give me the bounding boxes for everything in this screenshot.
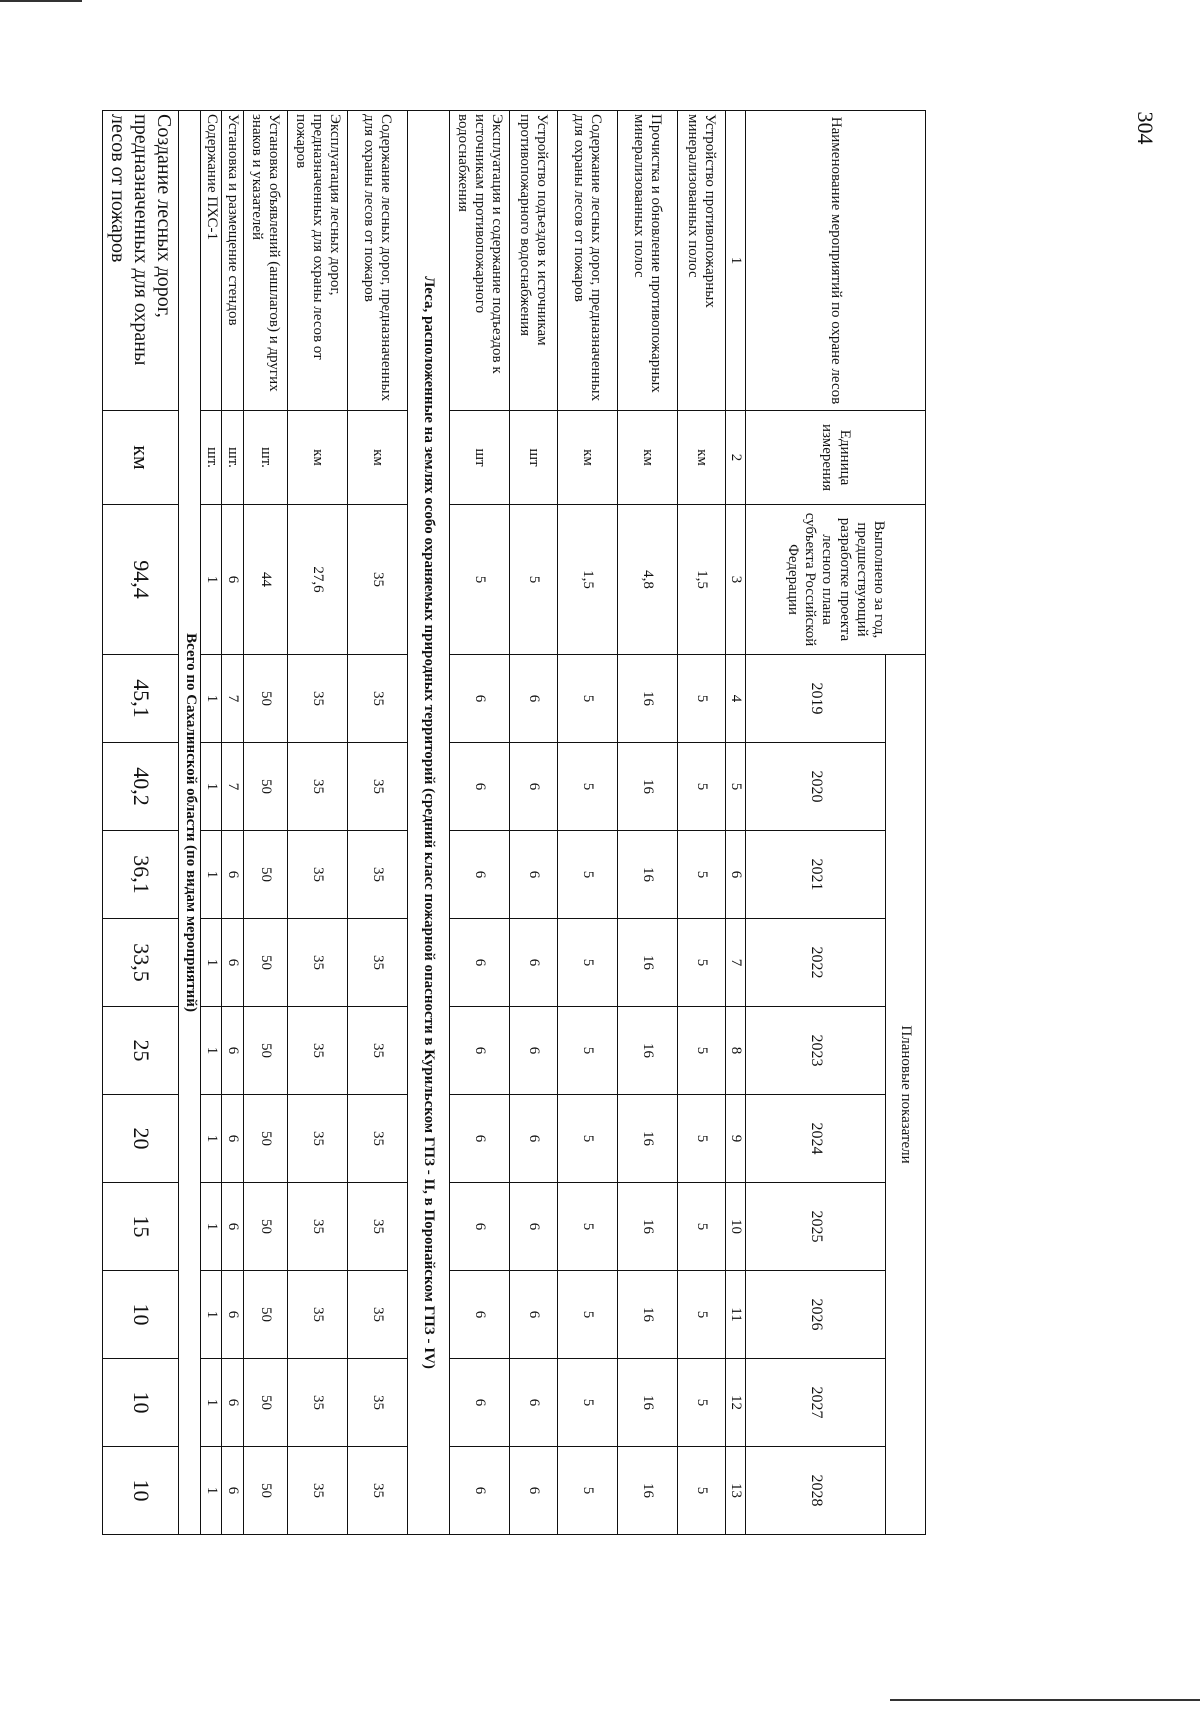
plan-value-cell: 50: [243, 831, 287, 919]
plan-value-cell: 6: [509, 1007, 557, 1095]
column-number: 1: [725, 111, 745, 411]
scan-edge-line: [0, 0, 82, 2]
plan-value-cell: 35: [347, 1447, 407, 1535]
plan-value-cell: 16: [617, 1359, 677, 1447]
column-number: 13: [725, 1447, 745, 1535]
plan-value-cell: 20: [103, 1095, 179, 1183]
activity-name: Эксплуатация и содержание подъездов к источникам противопожарного водоснабжения: [449, 111, 509, 411]
plan-value-cell: 50: [243, 919, 287, 1007]
plan-value-cell: 45,1: [103, 655, 179, 743]
plan-value-cell: 5: [677, 919, 725, 1007]
plan-value-cell: 6: [449, 831, 509, 919]
plan-value-cell: 5: [557, 1183, 617, 1271]
unit-cell: шт.: [243, 411, 287, 505]
plan-value-cell: 16: [617, 919, 677, 1007]
page-number: 304: [1133, 111, 1158, 145]
plan-value-cell: 6: [449, 655, 509, 743]
header-year: 2026: [746, 1271, 886, 1359]
header-year: 2024: [746, 1095, 886, 1183]
plan-value-cell: 1: [201, 1183, 221, 1271]
plan-value-cell: 5: [677, 1095, 725, 1183]
table-row: [243, 111, 287, 1535]
plan-value-cell: 6: [449, 919, 509, 1007]
plan-value-cell: 16: [617, 831, 677, 919]
activity-name: Содержание ПХС-1: [201, 111, 221, 411]
unit-cell: км: [557, 411, 617, 505]
activity-name: Эксплуатация лесных дорог, предназначенных для охраны лесов от пожаров: [287, 111, 347, 411]
header-year: 2028: [746, 1447, 886, 1535]
done-cell: 44: [243, 505, 287, 655]
plan-value-cell: 5: [677, 1359, 725, 1447]
scan-edge-line: [890, 1699, 1200, 1701]
plan-value-cell: 35: [347, 1007, 407, 1095]
plan-value-cell: 16: [617, 1095, 677, 1183]
plan-value-cell: 50: [243, 1359, 287, 1447]
plan-value-cell: 6: [449, 1007, 509, 1095]
plan-value-cell: 10: [103, 1447, 179, 1535]
plan-value-cell: 35: [287, 831, 347, 919]
table-row: [677, 111, 725, 1535]
done-cell: 5: [509, 505, 557, 655]
plan-value-cell: 6: [449, 1095, 509, 1183]
plan-value-cell: 25: [103, 1007, 179, 1095]
plan-value-cell: 7: [221, 743, 243, 831]
unit-cell: шт.: [201, 411, 221, 505]
plan-value-cell: 6: [509, 1095, 557, 1183]
plan-value-cell: 33,5: [103, 919, 179, 1007]
plan-value-cell: 10: [103, 1359, 179, 1447]
table-row: [347, 111, 407, 1535]
plan-value-cell: 50: [243, 1095, 287, 1183]
done-cell: 1,5: [677, 505, 725, 655]
rotated-table-container: [107, 110, 926, 1534]
unit-cell: км: [677, 411, 725, 505]
plan-value-cell: 5: [557, 1271, 617, 1359]
plan-value-cell: 16: [617, 743, 677, 831]
table-row: [617, 111, 677, 1535]
plan-value-cell: 6: [449, 1183, 509, 1271]
plan-value-cell: 35: [287, 1447, 347, 1535]
plan-value-cell: 1: [201, 1007, 221, 1095]
plan-value-cell: 50: [243, 743, 287, 831]
plan-value-cell: 1: [201, 1447, 221, 1535]
table-row: [201, 111, 221, 1535]
plan-value-cell: 35: [287, 1007, 347, 1095]
activity-name: Установка и размещение стендов: [221, 111, 243, 411]
plan-value-cell: 1: [201, 919, 221, 1007]
column-number: 9: [725, 1095, 745, 1183]
plan-value-cell: 1: [201, 743, 221, 831]
plan-value-cell: 6: [221, 1007, 243, 1095]
plan-value-cell: 6: [449, 1447, 509, 1535]
plan-value-cell: 35: [347, 1271, 407, 1359]
table-row: [449, 111, 509, 1535]
plan-value-cell: 16: [617, 1271, 677, 1359]
activity-name: Установка объявлений (аншлагов) и других знаков и указателей: [243, 111, 287, 411]
plan-value-cell: 6: [509, 919, 557, 1007]
plan-value-cell: 5: [677, 1183, 725, 1271]
section-row: [407, 111, 449, 1535]
activity-name: Устройство подъездов к источникам противопожарного водоснабжения: [509, 111, 557, 411]
header-year: 2022: [746, 919, 886, 1007]
plan-value-cell: 6: [221, 919, 243, 1007]
plan-value-cell: 7: [221, 655, 243, 743]
activity-name: Прочистка и обновление противопожарных минерализованных полос: [617, 111, 677, 411]
plan-value-cell: 36,1: [103, 831, 179, 919]
done-cell: 6: [221, 505, 243, 655]
plan-value-cell: 35: [287, 743, 347, 831]
plan-value-cell: 5: [677, 831, 725, 919]
plan-value-cell: 5: [557, 919, 617, 1007]
plan-value-cell: 6: [449, 1271, 509, 1359]
plan-value-cell: 50: [243, 1007, 287, 1095]
column-number: 4: [725, 655, 745, 743]
header-unit: Единица измерения: [746, 411, 926, 505]
plan-value-cell: 5: [557, 1359, 617, 1447]
plan-value-cell: 50: [243, 1271, 287, 1359]
plan-value-cell: 16: [617, 1447, 677, 1535]
section-row: [179, 111, 201, 1535]
plan-value-cell: 1: [201, 1359, 221, 1447]
header-year: 2020: [746, 743, 886, 831]
plan-value-cell: 5: [677, 1447, 725, 1535]
plan-value-cell: 6: [221, 1095, 243, 1183]
plan-value-cell: 6: [221, 1447, 243, 1535]
header-year: 2019: [746, 655, 886, 743]
plan-value-cell: 50: [243, 1183, 287, 1271]
activity-name: Устройство противопожарных минерализованных полос: [677, 111, 725, 411]
plan-value-cell: 1: [201, 831, 221, 919]
column-number: 3: [725, 505, 745, 655]
forest-protection-table: [103, 110, 927, 1535]
plan-value-cell: 5: [557, 831, 617, 919]
plan-value-cell: 6: [509, 1359, 557, 1447]
plan-value-cell: 6: [509, 1447, 557, 1535]
table-row: [287, 111, 347, 1535]
unit-cell: км: [617, 411, 677, 505]
plan-value-cell: 35: [347, 831, 407, 919]
plan-value-cell: 5: [677, 655, 725, 743]
plan-value-cell: 5: [677, 1271, 725, 1359]
table-row: [557, 111, 617, 1535]
column-number: 11: [725, 1271, 745, 1359]
header-name: Наименование мероприятий по охране лесов: [746, 111, 926, 411]
done-cell: 1,5: [557, 505, 617, 655]
plan-value-cell: 5: [677, 1007, 725, 1095]
header-year: 2021: [746, 831, 886, 919]
unit-cell: шт: [449, 411, 509, 505]
plan-value-cell: 5: [557, 1447, 617, 1535]
plan-value-cell: 5: [557, 1007, 617, 1095]
table-row: [509, 111, 557, 1535]
plan-value-cell: 35: [347, 919, 407, 1007]
plan-value-cell: 5: [557, 1095, 617, 1183]
plan-value-cell: 35: [347, 655, 407, 743]
header-year: 2023: [746, 1007, 886, 1095]
plan-value-cell: 6: [509, 743, 557, 831]
done-cell: 27,6: [287, 505, 347, 655]
plan-value-cell: 10: [103, 1271, 179, 1359]
table-row: [103, 111, 179, 1535]
plan-value-cell: 6: [509, 655, 557, 743]
done-cell: 4,8: [617, 505, 677, 655]
done-cell: 5: [449, 505, 509, 655]
plan-value-cell: 1: [201, 655, 221, 743]
done-cell: 1: [201, 505, 221, 655]
plan-value-cell: 35: [347, 1095, 407, 1183]
plan-value-cell: 5: [677, 743, 725, 831]
plan-value-cell: 1: [201, 1095, 221, 1183]
table-row: [221, 111, 243, 1535]
plan-value-cell: 35: [287, 1271, 347, 1359]
plan-value-cell: 6: [449, 743, 509, 831]
plan-value-cell: 35: [347, 1183, 407, 1271]
column-number: 5: [725, 743, 745, 831]
plan-value-cell: 1: [201, 1271, 221, 1359]
plan-value-cell: 6: [221, 1183, 243, 1271]
plan-value-cell: 6: [221, 1271, 243, 1359]
plan-value-cell: 35: [287, 655, 347, 743]
done-cell: 94,4: [103, 505, 179, 655]
header-year: 2025: [746, 1183, 886, 1271]
done-cell: 35: [347, 505, 407, 655]
plan-value-cell: 35: [347, 1359, 407, 1447]
plan-value-cell: 35: [347, 743, 407, 831]
column-number: 2: [725, 411, 745, 505]
plan-value-cell: 5: [557, 655, 617, 743]
plan-value-cell: 6: [509, 1183, 557, 1271]
column-number: 10: [725, 1183, 745, 1271]
section-heading: Всего по Сахалинской области (по видам мероприятий): [179, 111, 201, 1535]
plan-value-cell: 35: [287, 1359, 347, 1447]
plan-value-cell: 35: [287, 1183, 347, 1271]
plan-value-cell: 16: [617, 1183, 677, 1271]
unit-cell: шт: [509, 411, 557, 505]
plan-value-cell: 40,2: [103, 743, 179, 831]
activity-name: Содержание лесных дорог, предназначенных для охраны лесов от пожаров: [347, 111, 407, 411]
unit-cell: шт.: [221, 411, 243, 505]
plan-value-cell: 15: [103, 1183, 179, 1271]
header-year: 2027: [746, 1359, 886, 1447]
plan-value-cell: 35: [287, 919, 347, 1007]
unit-cell: км: [347, 411, 407, 505]
plan-value-cell: 50: [243, 655, 287, 743]
plan-value-cell: 5: [557, 743, 617, 831]
plan-value-cell: 6: [449, 1359, 509, 1447]
header-planned: Плановые показатели: [886, 655, 926, 1535]
column-number: 6: [725, 831, 745, 919]
section-heading: Леса, расположенные на землях особо охраняемых природных территорий (средний класс пожарной опасности в Курильском ГПЗ - II, в Поронайском ГПЗ - IV): [407, 111, 449, 1535]
activity-name: Создание лесных дорог, предназначенных для охраны лесов от пожаров: [103, 111, 179, 411]
plan-value-cell: 6: [509, 1271, 557, 1359]
unit-cell: км: [103, 411, 179, 505]
plan-value-cell: 6: [221, 831, 243, 919]
unit-cell: км: [287, 411, 347, 505]
column-number: 12: [725, 1359, 745, 1447]
plan-value-cell: 6: [509, 831, 557, 919]
plan-value-cell: 50: [243, 1447, 287, 1535]
activity-name: Содержание лесных дорог, предназначенных для охраны лесов от пожаров: [557, 111, 617, 411]
column-number: 7: [725, 919, 745, 1007]
plan-value-cell: 16: [617, 1007, 677, 1095]
column-number: 8: [725, 1007, 745, 1095]
header-done: Выполнено за год, предшествующий разработке проекта лесного плана субъекта Российской Федерации: [746, 505, 926, 655]
plan-value-cell: 16: [617, 655, 677, 743]
plan-value-cell: 35: [287, 1095, 347, 1183]
plan-value-cell: 6: [221, 1359, 243, 1447]
